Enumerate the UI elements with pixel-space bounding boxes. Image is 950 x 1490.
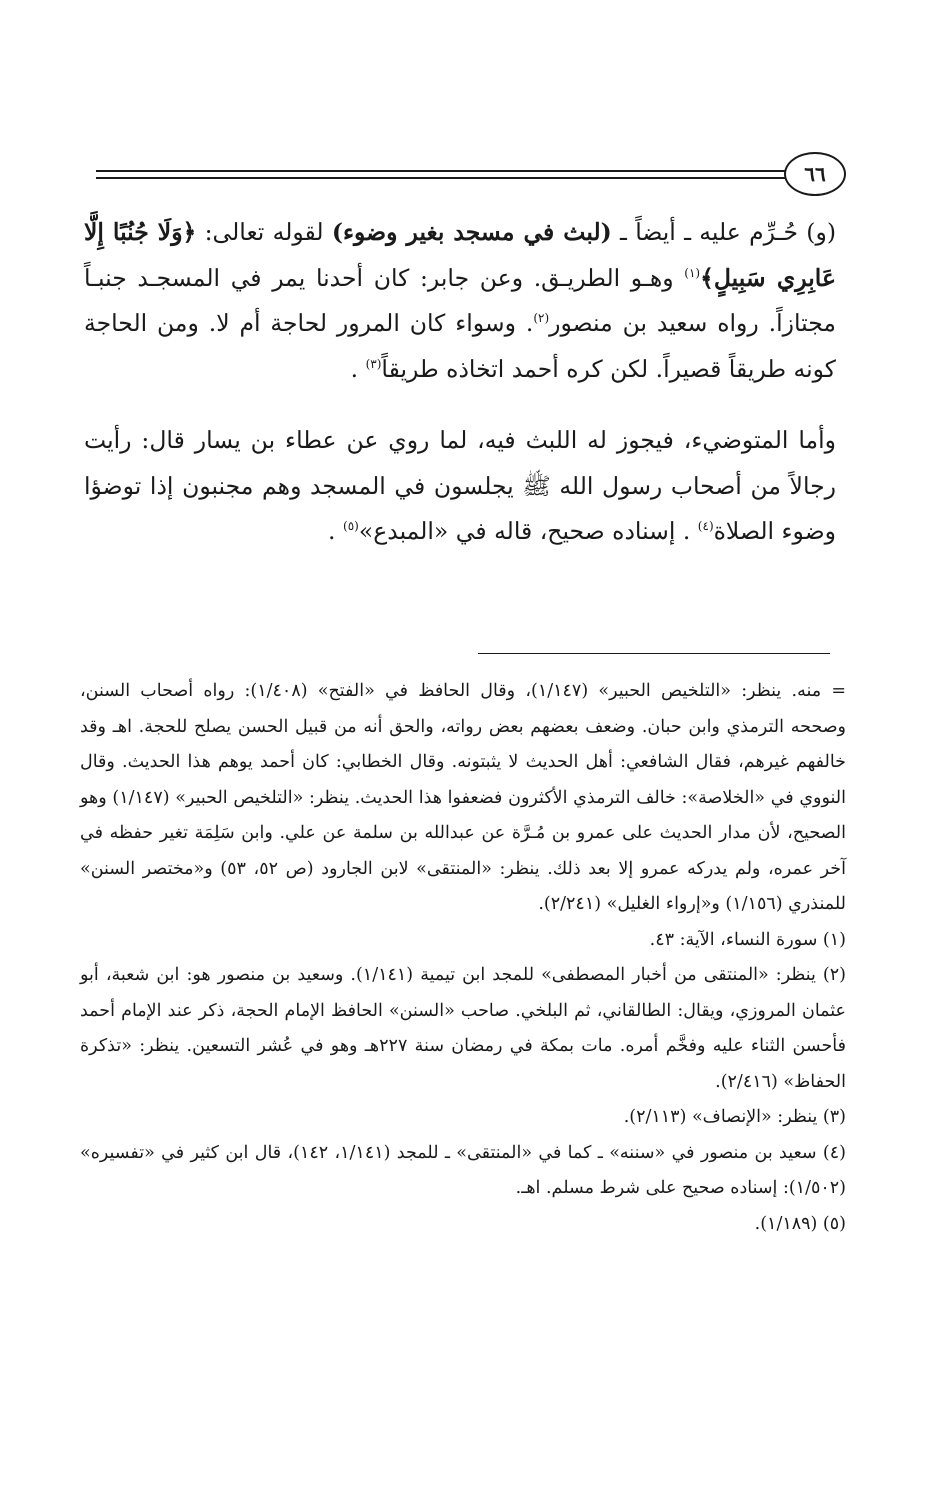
paragraph xyxy=(84,418,836,555)
paragraph xyxy=(84,210,836,392)
text-span: . إسناده صحيح، قاله في «المبدع» xyxy=(358,517,698,545)
footnote-5: (٥) (١/١٨٩). xyxy=(754,1213,846,1234)
footnote-1: (١) سورة النساء، الآية: ٤٣. xyxy=(649,929,846,950)
footnote-ref[interactable]: (١) xyxy=(684,265,701,280)
page-number: ٦٦ xyxy=(784,152,846,196)
quran-verse: ﴿وَلَا جُنُبًا إِلَّا عَابِرِي سَبِيلٍ﴾ xyxy=(84,218,836,292)
header-rule xyxy=(96,170,792,172)
main-text xyxy=(84,210,836,555)
text-span: . وسواء كان المرور لحاجة أم لا. ومن الحاجة كونه طريقاً قصيراً. لكن كره أحمد اتخاذه طريقاً xyxy=(84,309,836,383)
footnote-continuation: = منه. ينظر: «التلخيص الحبير» (١/١٤٧)، وقال الحافظ في «الفتح» (١/٤٠٨): رواه أصحاب السنن، وصححه الترمذي وابن حبان. وضعف بعضهم بعض رواته، والحق أنه من قبيل الحسن يصلح للحجة. اهـ وقد خالفهم غيرهم، فقال الشافعي: أهل الحديث لا يثبتونه. وقال الخطابي: كان أحمد يوهم هذا الحديث. وقال النووي في «الخلاصة»: خالف الترمذي الأكثرون فضعفوا هذا الحديث. ينظر: «التلخيص الحبير» (١/١٤٧) وهو الصحيح، لأن مدار الحديث على عمرو بن مُـرَّة عن عبدالله بن سلمة عن علي. وابن سَلِمَة تغير حفظه في آخر عمره، ولم يدركه عمرو إلا بعد ذلك. ينظر: «المنتقى» لابن الجارود (ص ٥٢، ٥٣) و«مختصر السنن» للمنذري (١/١٥٦) و«إرواء الغليل» (٢/٢٤١). xyxy=(80,681,846,914)
footnote-2: (٢) ينظر: «المنتقى من أخبار المصطفى» للمجد ابن تيمية (١/١٤١). وسعيد بن منصور هو: ابن شعبة، أبو عثمان المروزي، ويقال: الطالقاني، ثم البلخي. صاحب «السنن» الحافظ الإمام الحجة، ذكر عند الإمام أحمد فأحسن الثناء عليه وفخَّم أمره. مات بمكة في رمضان سنة ٢٢٧هـ وهو في عُشر التسعين. ينظر: «تذكرة الحفاظ» (٢/٤١٦). xyxy=(80,965,846,1092)
text-span: . xyxy=(328,517,343,545)
footnote-ref[interactable]: (٥) xyxy=(343,519,359,534)
footnotes xyxy=(80,674,846,1242)
footnote-ref[interactable]: (٤) xyxy=(697,519,714,534)
header-rule xyxy=(96,177,792,179)
section-heading: (لبث في مسجد بغير وضوء) xyxy=(331,218,612,246)
text-span: لقوله تعالى: xyxy=(196,218,332,246)
footnote-4: (٤) سعيد بن منصور في «سننه» ـ كما في «المنتقى» ـ للمجد (١/١٤١، ١٤٢)، قال ابن كثير في «تفسيره» (١/٥٠٢): إسناده صحيح على شرط مسلم. اهـ. xyxy=(80,1142,846,1198)
footnote-3: (٣) ينظر: «الإنصاف» (٢/١١٣). xyxy=(623,1107,846,1127)
footnote-divider xyxy=(478,653,830,654)
page-header xyxy=(96,152,846,198)
footnote-ref[interactable]: (٣) xyxy=(365,356,382,371)
text-span: . xyxy=(350,354,366,383)
text-span: (و) حُـرِّم عليه ـ أيضاً ـ xyxy=(611,218,836,246)
footnote-ref[interactable]: (٢) xyxy=(533,311,550,326)
text-span: وأما المتوضيء، فيجوز له اللبث فيه، لما روي عن عطاء بن يسار قال: رأيت رجالاً من أصحاب رسول الله ﷺ يجلسون في المسجد وهم مجنبون إذا توضؤا وضوء الصلاة xyxy=(84,426,836,545)
text-span: وهـو الطريـق. وعن جابر: كان أحدنا يمر في المسجـد جنبـاً مجتازاً. رواه سعيد بن منصور xyxy=(84,263,836,337)
